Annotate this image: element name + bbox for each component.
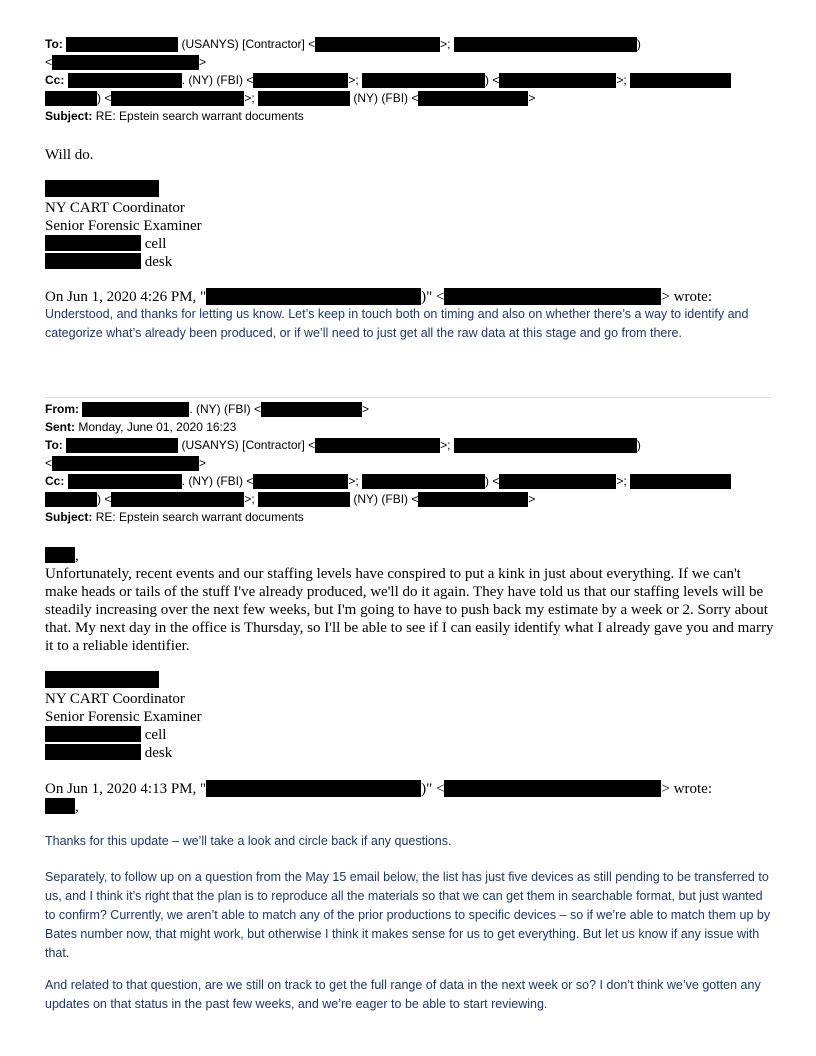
- quote2-p1: Thanks for this update – we’ll take a look and circle back if any questions.: [45, 834, 452, 848]
- redaction: [45, 180, 159, 197]
- redaction: [630, 73, 731, 88]
- redaction: [258, 91, 350, 106]
- redaction: [45, 91, 97, 106]
- redaction: [45, 547, 75, 563]
- quote-end: > wrote:: [661, 289, 712, 305]
- redaction: [499, 474, 616, 489]
- redaction: [45, 744, 141, 760]
- header1-cc-line2: [45, 91, 535, 106]
- sig1-title2: Senior Forensic Examiner: [45, 218, 202, 234]
- header2-sent-line: [45, 420, 236, 435]
- sig2-title1: NY CART Coordinator: [45, 691, 185, 707]
- subject-text: RE: Epstein search warrant documents: [95, 109, 304, 123]
- to-label: To:: [45, 438, 63, 452]
- redaction: [45, 492, 97, 507]
- header2-cc-line: [45, 474, 731, 489]
- cc-text: >: [528, 492, 536, 506]
- to-text: <: [45, 456, 53, 470]
- redaction: [258, 492, 350, 507]
- cc-text: ) <: [97, 492, 112, 506]
- reply2-greeting: [45, 547, 79, 565]
- redaction: [630, 474, 731, 489]
- redaction: [66, 37, 178, 52]
- redaction: [45, 235, 141, 251]
- header2-subject-line: [45, 510, 304, 525]
- to-label: To:: [45, 37, 63, 51]
- to-text: (USANYS) [Contractor] <: [181, 37, 316, 51]
- to-text: >: [199, 55, 207, 69]
- greeting-comma: ,: [75, 799, 79, 815]
- redaction: [362, 73, 485, 88]
- sig1-title1: NY CART Coordinator: [45, 200, 185, 216]
- cc-text: >;: [244, 492, 255, 506]
- to-text: >: [199, 456, 207, 470]
- quote-mid: )" <: [421, 781, 445, 797]
- quote2-p2: Separately, to follow up on a question from the May 15 email below, the list has just five devices as still pending to be transferred to us, and I think it’s right that the plan is to reproduce all the materials so that we can get them in searchable format, but just wanted to confirm? Currently, we aren’t able to match any of the prior productions to specific devices – so if we’re able to match them up by Bates number now, that might work, but otherwise I think it makes sense for us to get everything. But let us know if any issue with that.: [45, 870, 771, 960]
- header1-to-line2: [45, 55, 206, 70]
- header1-cc-line: [45, 73, 731, 88]
- header2-from-line: [45, 402, 369, 417]
- redaction: [253, 73, 348, 88]
- redaction: [362, 474, 485, 489]
- to-text: >;: [440, 37, 451, 51]
- redaction: [454, 438, 637, 453]
- redaction: [418, 492, 528, 507]
- quote1-body: Understood, and thanks for letting us know. Let’s keep in touch both on timing and also on whether there’s a way to identify and categorize what’s already been produced, or if we’ll need to just get all the raw data at this stage and go from there.: [45, 307, 749, 340]
- to-text: <: [45, 55, 53, 69]
- subject-text: RE: Epstein search warrant documents: [95, 510, 304, 524]
- quote1-attribution: [45, 288, 712, 306]
- redaction: [454, 37, 637, 52]
- cc-text: >;: [348, 474, 359, 488]
- sig2-title2: Senior Forensic Examiner: [45, 709, 202, 725]
- header2-to-line: [45, 438, 641, 453]
- to-text: >;: [440, 438, 451, 452]
- quote2-p3: And related to that question, are we still on track to get the full range of data in the next week or so? I don’t think we’ve gotten any updates on that status in the past few weeks, and we’re eager to be able to start reviewing.: [45, 978, 761, 1011]
- cc-text: (NY) (FBI) <: [353, 91, 419, 105]
- reply1-body: Will do.: [45, 147, 94, 163]
- from-text: >: [362, 402, 370, 416]
- redaction: [315, 37, 440, 52]
- sent-label: Sent:: [45, 420, 75, 434]
- redaction: [45, 671, 159, 688]
- cc-label: Cc:: [45, 474, 65, 488]
- redaction: [66, 438, 178, 453]
- sig2-cell-line: [45, 726, 166, 744]
- redaction: [261, 402, 362, 417]
- cc-text: >;: [244, 91, 255, 105]
- redaction: [253, 474, 348, 489]
- desk-label: desk: [144, 254, 173, 270]
- to-text: ): [636, 438, 641, 452]
- from-text: . (NY) (FBI) <: [189, 402, 262, 416]
- redaction: [52, 456, 199, 471]
- redaction: [444, 780, 661, 797]
- cc-text: ) <: [485, 73, 500, 87]
- redaction: [111, 91, 244, 106]
- redaction: [68, 73, 182, 88]
- cc-text: >;: [348, 73, 359, 87]
- cc-label: Cc:: [45, 73, 65, 87]
- greeting-comma: ,: [75, 548, 79, 564]
- to-text: ): [636, 37, 641, 51]
- cc-text: >: [528, 91, 536, 105]
- cc-text: . (NY) (FBI) <: [181, 73, 254, 87]
- quote-intro: On Jun 1, 2020 4:13 PM, ": [45, 781, 207, 797]
- cc-text: ) <: [485, 474, 500, 488]
- cc-text: (NY) (FBI) <: [353, 492, 419, 506]
- redaction: [111, 492, 244, 507]
- redaction: [206, 780, 421, 797]
- redaction: [499, 73, 616, 88]
- quote-intro: On Jun 1, 2020 4:26 PM, ": [45, 289, 207, 305]
- cell-label: cell: [144, 727, 167, 743]
- redaction: [206, 288, 421, 305]
- cc-text: . (NY) (FBI) <: [181, 474, 254, 488]
- sig2-desk-line: [45, 744, 172, 762]
- redaction: [444, 288, 661, 305]
- redaction: [45, 798, 75, 814]
- divider: [45, 397, 771, 398]
- sig1-cell-line: [45, 235, 166, 253]
- reply2-body: Unfortunately, recent events and our staffing levels have conspired to put a kink in just about everything. If we can't make heads or tails of the stuff I've already produced, we'll do it again. They have told us that our staffing levels will be steadily increasing over the next few weeks, but I'm going to have to push back my estimate by a week or 2. Sorry about that. My next day in the office is Thursday, so I'll be able to see if I can easily identify what I already gave you and marry it to a reliable identifier.: [45, 566, 774, 654]
- redaction: [68, 474, 182, 489]
- redaction: [45, 253, 141, 269]
- header2-to-line2: [45, 456, 206, 471]
- subject-label: Subject:: [45, 510, 93, 524]
- redaction: [45, 726, 141, 742]
- header1-to-line: [45, 37, 641, 52]
- sent-text: Monday, June 01, 2020 16:23: [78, 420, 237, 434]
- cc-text: >;: [616, 73, 627, 87]
- quote-mid: )" <: [421, 289, 445, 305]
- sig1-desk-line: [45, 253, 172, 271]
- header1-subject-line: [45, 109, 304, 124]
- redaction: [315, 438, 440, 453]
- to-text: (USANYS) [Contractor] <: [181, 438, 316, 452]
- header2-cc-line2: [45, 492, 535, 507]
- quote2-greeting: [45, 798, 79, 816]
- subject-label: Subject:: [45, 109, 93, 123]
- quote2-attribution: [45, 780, 712, 798]
- cc-text: >;: [616, 474, 627, 488]
- redaction: [418, 91, 528, 106]
- from-label: From:: [45, 402, 79, 416]
- cell-label: cell: [144, 236, 167, 252]
- redaction: [52, 55, 199, 70]
- desk-label: desk: [144, 745, 173, 761]
- quote-end: > wrote:: [661, 781, 712, 797]
- cc-text: ) <: [97, 91, 112, 105]
- redaction: [82, 402, 189, 417]
